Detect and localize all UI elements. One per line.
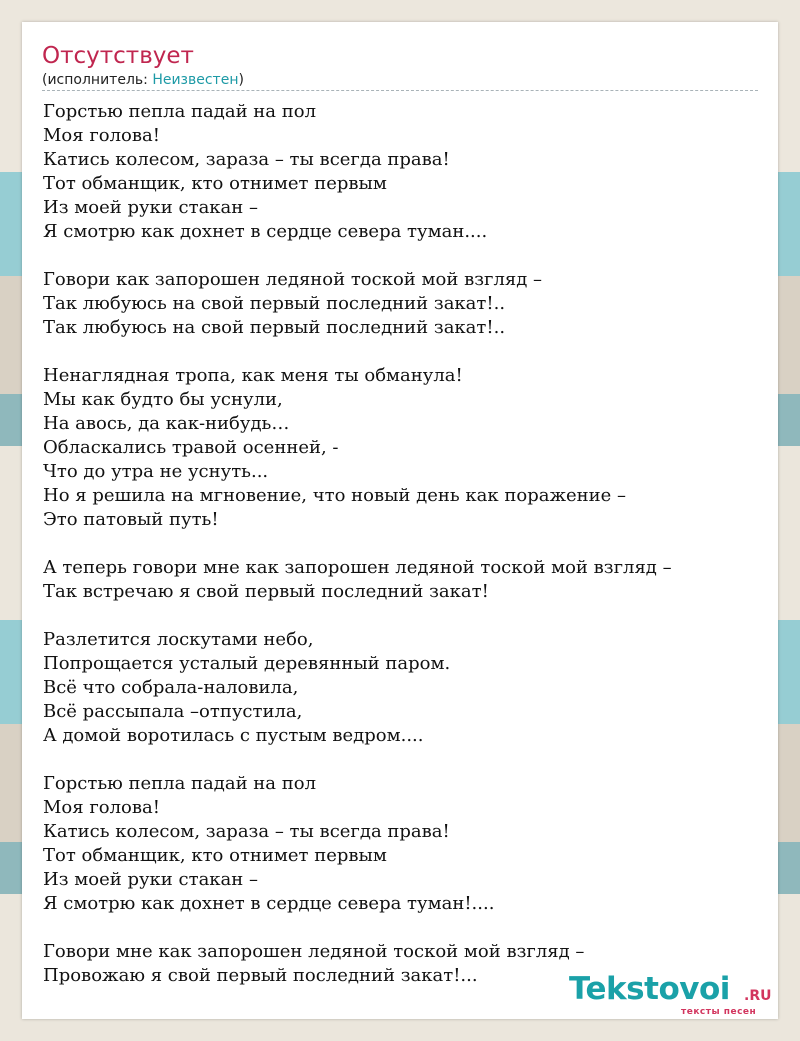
artist-prefix: (исполнитель: bbox=[42, 72, 153, 88]
stanza-gap bbox=[43, 604, 763, 628]
lyric-line: Но я решила на мгновение, что новый день как поражение – bbox=[43, 485, 627, 506]
lyric-line: Это патовый путь! bbox=[43, 509, 219, 530]
lyric-line: А домой воротилась с пустым ведром.... bbox=[43, 725, 424, 746]
lyrics-text bbox=[43, 100, 763, 988]
lyric-line: Я смотрю как дохнет в сердце севера туман!.... bbox=[43, 893, 495, 914]
lyric-line: Ненаглядная тропа, как меня ты обманула! bbox=[43, 365, 463, 386]
lyric-line: Тот обманщик, кто отнимет первым bbox=[43, 173, 387, 194]
song-title: Отсутствует bbox=[42, 43, 194, 69]
lyric-line: Тот обманщик, кто отнимет первым bbox=[43, 845, 387, 866]
stanza-gap bbox=[43, 244, 763, 268]
lyric-line: Катись колесом, зараза – ты всегда права! bbox=[43, 149, 450, 170]
lyric-line: На авось, да как-нибудь… bbox=[43, 413, 290, 434]
site-logo[interactable] bbox=[569, 972, 779, 1018]
lyric-line: Всё что собрала-наловила, bbox=[43, 677, 299, 698]
stanza-gap bbox=[43, 532, 763, 556]
lyric-line: Горстью пепла падай на пол bbox=[43, 101, 317, 122]
logo-tagline: тексты песен bbox=[681, 1007, 757, 1017]
artist-link[interactable]: Неизвестен bbox=[152, 72, 239, 88]
lyric-line: Говори как запорошен ледяной тоской мой взгляд – bbox=[43, 269, 543, 290]
lyric-line: Из моей руки стакан – bbox=[43, 197, 258, 218]
stanza-gap bbox=[43, 340, 763, 364]
lyric-line: Так встречаю я свой первый последний закат! bbox=[43, 581, 489, 602]
artist-line bbox=[42, 71, 244, 89]
lyric-line: Так любуюсь на свой первый последний закат!.. bbox=[43, 293, 506, 314]
lyric-line: Всё рассыпала –отпустила, bbox=[43, 701, 303, 722]
lyric-line: Моя голова! bbox=[43, 797, 160, 818]
lyric-line: Провожаю я свой первый последний закат!... bbox=[43, 965, 478, 986]
lyric-line: Я смотрю как дохнет в сердце севера туман.... bbox=[43, 221, 488, 242]
lyric-line: Так любуюсь на свой первый последний закат!.. bbox=[43, 317, 506, 338]
lyric-line: Обласкались травой осенней, - bbox=[43, 437, 339, 458]
stanza-gap bbox=[43, 916, 763, 940]
lyric-line: Разлетится лоскутами небо, bbox=[43, 629, 314, 650]
logo-brand: Tekstovoi bbox=[569, 971, 730, 1007]
stanza-gap bbox=[43, 748, 763, 772]
lyric-line: Мы как будто бы уснули, bbox=[43, 389, 283, 410]
lyric-line: Моя голова! bbox=[43, 125, 160, 146]
lyric-line: Говори мне как запорошен ледяной тоской мой взгляд – bbox=[43, 941, 585, 962]
lyric-line: Из моей руки стакан – bbox=[43, 869, 258, 890]
artist-suffix: ) bbox=[238, 72, 244, 88]
lyric-line: А теперь говори мне как запорошен ледяной тоской мой взгляд – bbox=[43, 557, 672, 578]
lyric-line: Горстью пепла падай на пол bbox=[43, 773, 317, 794]
lyrics-card bbox=[22, 22, 778, 1019]
lyric-line: Что до утра не уснуть... bbox=[43, 461, 269, 482]
lyric-line: Катись колесом, зараза – ты всегда права! bbox=[43, 821, 450, 842]
title-divider bbox=[42, 90, 758, 91]
logo-tld: .RU bbox=[744, 988, 772, 1004]
lyric-line: Попрощается усталый деревянный паром. bbox=[43, 653, 451, 674]
